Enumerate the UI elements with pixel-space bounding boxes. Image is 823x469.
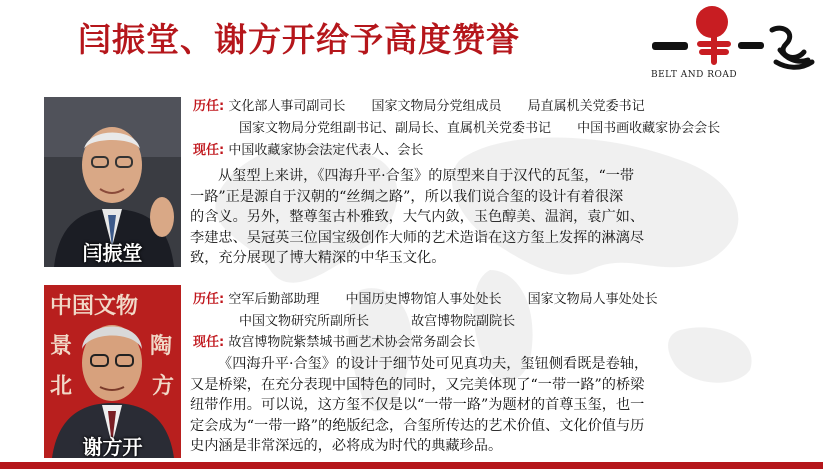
photo-backdrop-text: 中国文物	[50, 294, 139, 319]
paragraph-line: 纽带作用。可以说，这方玺不仅是以“一带一路”为题材的首尊玉玺，也一	[190, 397, 645, 414]
paragraph-line: 又是桥梁，在充分表现中国特色的同时，又完美体现了“一带一路”的桥梁	[190, 376, 645, 393]
photo-backdrop-text: 陶	[150, 334, 173, 359]
page-title: 闫振堂、谢方开给予高度赞誉	[78, 20, 520, 59]
history-label: 历任:	[193, 99, 225, 114]
role-item: 文化部人事司副司长	[228, 99, 346, 114]
role-item: 国家文物局分党组副书记、副局长、直属机关党委书记	[239, 121, 552, 136]
paragraph-line: 定会成为“一带一路”的绝版纪念，合玺所传达的艺术价值、文化价值与历	[190, 417, 645, 434]
portrait-xie-fangkai	[44, 285, 181, 458]
paragraph-line: 从玺型上来讲，《四海升平·合玺》的原型来自于汉代的瓦玺，“一带	[218, 168, 635, 184]
photo-backdrop-text: 方	[152, 374, 175, 399]
history-label: 历任:	[193, 292, 225, 307]
portrait-yan-zhentang	[44, 97, 181, 267]
person-name-tag: 谢方开	[82, 435, 143, 458]
current-roles: 中国收藏家协会法定代表人、会长	[228, 143, 424, 158]
history-line-2	[239, 312, 537, 332]
history-line-2	[239, 119, 742, 139]
role-item: 国家文物局人事处处长	[527, 292, 658, 307]
quote-paragraph	[190, 354, 648, 457]
quote-paragraph	[190, 166, 644, 269]
history-line-1	[193, 290, 680, 310]
paragraph-line: 《四海升平·合玺》的设计于细节处可见真功夫，玺钮侧看既是卷轴，	[218, 356, 649, 372]
person-name-tag: 闫振堂	[82, 241, 143, 265]
paragraph-line: 一路”正是源自于汉朝的“丝绸之路”，所以我们说合玺的设计有着很深	[190, 188, 624, 205]
role-item: 国家文物局分党组成员	[371, 99, 502, 114]
current-label: 现任:	[193, 335, 225, 350]
role-item: 局直属机关党委书记	[527, 99, 645, 114]
logo-english-text: BELT AND ROAD	[651, 70, 738, 80]
bottom-accent-bar	[0, 462, 823, 469]
paragraph-line: 史内涵是非常深远的，必将成为时代的典藏珍品。	[190, 438, 503, 455]
role-item: 中国文物研究所副所长	[239, 314, 370, 329]
belt-and-road-logo	[640, 2, 820, 102]
paragraph-line: 致，充分展现了博大精深的中华玉文化。	[190, 250, 446, 267]
paragraph-line: 李建忠、吴冠英三位国宝级创作大师的艺术造诣在这方玺上发挥的淋漓尽	[190, 229, 645, 246]
role-item: 故宫博物院副院长	[411, 314, 516, 329]
photo-backdrop-text: 景	[50, 334, 73, 359]
paragraph-line: 的含义。另外，整尊玺古朴雅致，大气内敛，玉色醇美、温润，袁广如、	[190, 209, 645, 226]
role-item: 中国历史博物馆人事处处长	[345, 292, 502, 307]
current-roles: 故宫博物院紫禁城书画艺术协会常务副会长	[228, 335, 476, 350]
current-line	[193, 333, 475, 353]
current-label: 现任:	[193, 143, 225, 158]
role-item: 中国书画收藏家协会会长	[577, 121, 721, 136]
history-line-1	[193, 97, 667, 117]
current-line	[193, 141, 423, 161]
role-item: 空军后勤部助理	[228, 292, 320, 307]
photo-backdrop-text: 北	[50, 374, 73, 399]
